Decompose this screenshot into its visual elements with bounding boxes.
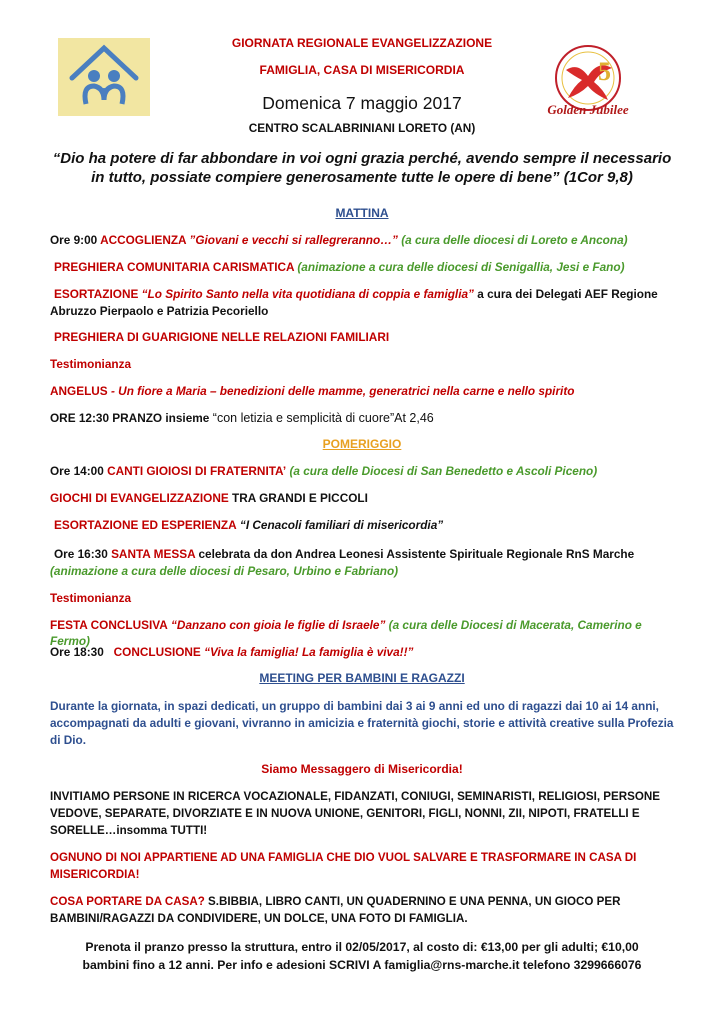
messa-line: Ore 16:30 SANTA MESSA celebrata da don Andrea Leonesi Assistente Spirituale Regionale RnS Marche (54, 547, 635, 561)
family-house-logo-icon (58, 38, 150, 116)
testimonianza-afternoon: Testimonianza (50, 591, 132, 605)
esortazione-pm-line: ESORTAZIONE ED ESPERIENZA “I Cenacoli familiari di misericordia” (54, 518, 444, 532)
header-subtitle: FAMIGLIA, CASA DI MISERICORDIA (259, 63, 465, 77)
ognuno-line-1: OGNUNO DI NOI APPARTIENE AD UNA FAMIGLIA CHE DIO VUOL SALVARE E TRASFORMARE IN CASA DI (50, 851, 637, 864)
conclusione-line: Ore 18:30 CONCLUSIONE “Viva la famiglia! La famiglia è viva!!” (50, 645, 414, 659)
family-house-logo (58, 38, 150, 116)
esortazione-line: ESORTAZIONE “Lo Spirito Santo nella vita quotidiana di coppia e famiglia” a cura dei Delegati AEF Regione (54, 287, 658, 301)
bible-quote: “Dio ha potere di far abbondare in voi ogni grazia perché, avendo sempre il necessario in tutto, possiate compiere generosamente tutte le opere di bene” (1Cor 9,8) (52, 150, 672, 186)
invite-line-1: INVITIAMO PERSONE IN RICERCA VOCAZIONALE, FIDANZATI, CONIUGI, SEMINARISTI, RELIGIOSI, PERSONE (50, 790, 660, 803)
festa-line: FESTA CONCLUSIVA “Danzano con gioia le figlie di Israele” (a cura delle Diocesi di Macerata, Camerino e Fermo) (50, 618, 642, 648)
kids-title: MEETING PER BAMBINI E RAGAZZI (259, 671, 465, 685)
footer-line-2: bambini fino a 12 anni. Per info e adesioni SCRIVI A famiglia@rns-marche.it telefono 3299666076 (82, 958, 642, 972)
giochi-line: GIOCHI DI EVANGELIZZAZIONE TRA GRANDI E PICCOLI (50, 491, 368, 505)
golden-jubilee-logo (538, 40, 638, 126)
event-venue: CENTRO SCALABRINIANI LORETO (AN) (248, 121, 476, 135)
cosa-line-2: BAMBINI/RAGAZZI DA CONDIVIDERE, UN DOLCE, UNA FOTO DI FAMIGLIA. (50, 912, 468, 925)
accoglienza-line: Ore 9:00 ACCOGLIENZA ”Giovani e vecchi si rallegreranno…” (a cura delle diocesi di Loreto e Ancona) (50, 233, 628, 247)
golden-jubilee-text: Golden Jubilee (547, 102, 629, 117)
svg-text:5: 5 (598, 57, 611, 86)
pranzo-line: ORE 12:30 PRANZO insieme “con letizia e semplicità di cuore”At 2,46 (50, 411, 434, 425)
invite-line-3: SORELLE…insomma TUTTI! (50, 824, 208, 837)
footer-line-1: Prenota il pranzo presso la struttura, entro il 02/05/2017, al costo di: €13,00 per gli adulti; €10,00 (85, 940, 639, 954)
header-title: GIORNATA REGIONALE EVANGELIZZAZIONE (231, 36, 493, 50)
event-date: Domenica 7 maggio 2017 (262, 93, 462, 113)
ognuno-line-2: MISERICORDIA! (50, 868, 140, 881)
guarigione-line: PREGHIERA DI GUARIGIONE NELLE RELAZIONI FAMILIARI (54, 330, 390, 344)
morning-title: MATTINA (335, 206, 389, 220)
canti-line: Ore 14:00 CANTI GIOIOSI DI FRATERNITA’ (a cura delle Diocesi di San Benedetto e Ascoli Piceno) (50, 464, 598, 478)
kids-line-2: accompagnati da adulti e giovani, vivranno in amicizia e fraternità giochi, storie e attività creative sulla Profezia (50, 716, 674, 730)
kids-line-3: di Dio. (50, 733, 87, 747)
invite-line-2: VEDOVE, SEPARATE, DIVORZIATE E IN NUOVA UNIONE, GENITORI, FIGLI, NONNI, ZII, NIPOTI, FRATELLI E (50, 807, 640, 820)
preghiera-line: PREGHIERA COMUNITARIA CARISMATICA (animazione a cura delle diocesi di Senigallia, Jesi e Fano) (54, 260, 625, 274)
afternoon-title: POMERIGGIO (322, 437, 402, 451)
testimonianza-morning: Testimonianza (50, 357, 132, 371)
kids-line-1: Durante la giornata, in spazi dedicati, un gruppo di bambini dai 3 ai 9 anni ed uno di ragazzi dai 10 ai 14 anni, (50, 699, 659, 713)
cosa-line-1: COSA PORTARE DA CASA? S.BIBBIA, LIBRO CANTI, UN QUADERNINO E UNA PENNA, UN GIOCO PER (50, 895, 621, 908)
messengers-heading: Siamo Messaggero di Misericordia! (261, 762, 463, 776)
messa-note: (animazione a cura delle diocesi di Pesaro, Urbino e Fabriano) (50, 564, 399, 578)
esortazione-line-2: Abruzzo Pierpaolo e Patrizia Pecoriello (50, 304, 269, 318)
angelus-line: ANGELUS - Un fiore a Maria – benedizioni delle mamme, generatrici nella carne e nello spirito (50, 384, 575, 398)
